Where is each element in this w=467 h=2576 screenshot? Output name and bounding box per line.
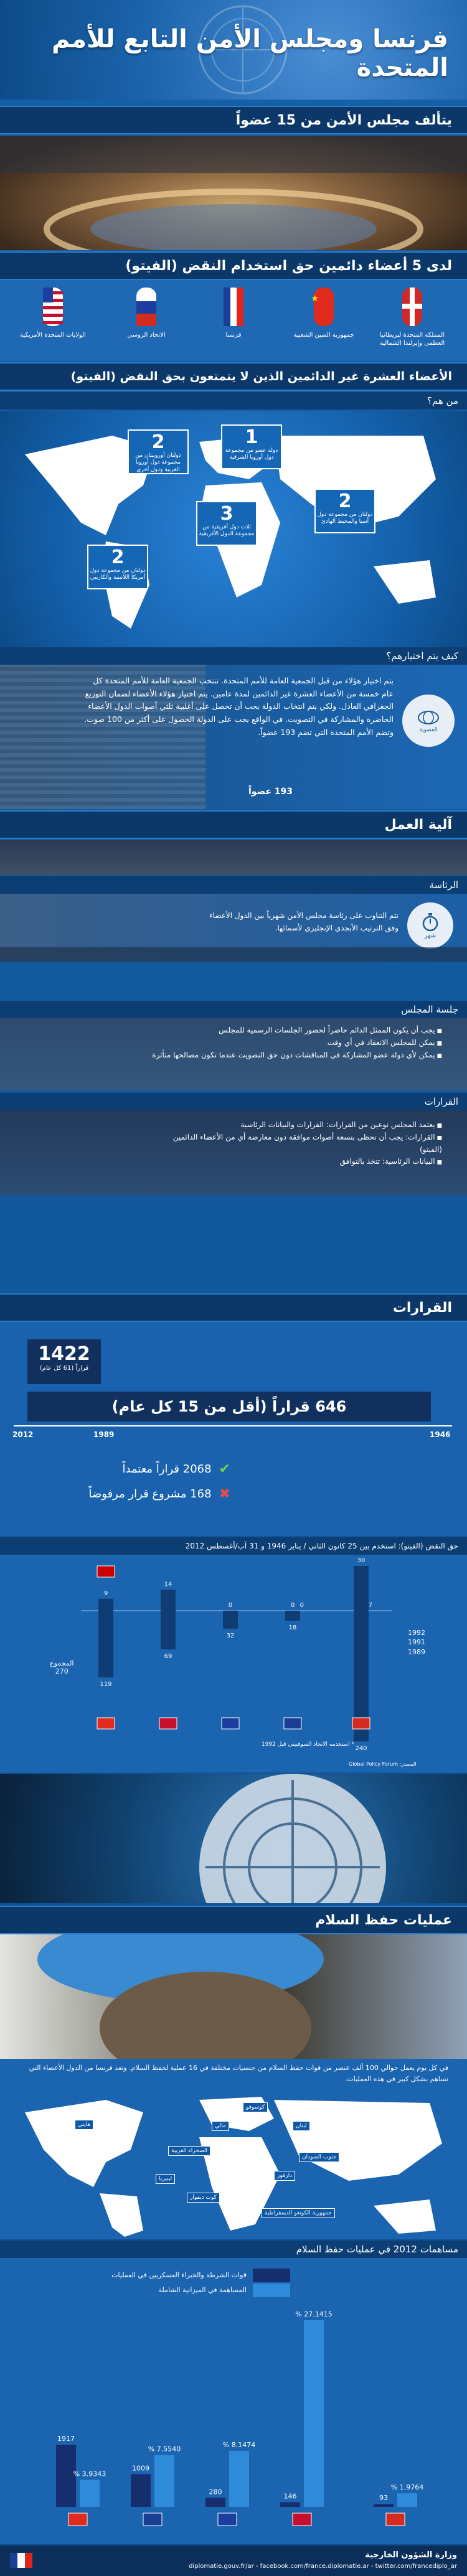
mission-label: جنوب السودان xyxy=(299,2152,339,2162)
veto-label-before: 69 xyxy=(164,1653,172,1660)
list-item xyxy=(156,1131,442,1156)
mission-label: جمهورية الكونغو الديمقراطية xyxy=(262,2208,335,2218)
year-1989-label: 1989 xyxy=(93,1430,115,1439)
section-bar-composition xyxy=(0,106,467,134)
contributions-panel xyxy=(0,2258,467,2544)
subbar-veto xyxy=(0,1537,467,1555)
uk-pawn-icon xyxy=(400,285,425,329)
country-flag-icon xyxy=(352,1718,370,1729)
legend-year: 1989 xyxy=(408,1647,425,1656)
list-item-text: يجب أن يكون الممثل الدائم حاضراً لحضور الجلسات الرسمية للمجلس xyxy=(219,1026,435,1034)
list-item xyxy=(156,1156,442,1168)
veto-label-before: 240 xyxy=(355,1745,367,1752)
session-photo-strip xyxy=(0,947,467,962)
veto-label-after: 0 xyxy=(290,1602,295,1609)
peacekeeping-panel xyxy=(0,2059,467,2239)
list-item-text: البيانات الرئاسية: تتخذ بالتوافق xyxy=(339,1157,435,1166)
subbar-presidency xyxy=(0,876,467,894)
country-flag-icon xyxy=(68,2513,87,2526)
member-label: المملكة المتحدة لبريطانيا العظمى وإيرلندا الشمالية xyxy=(379,332,445,347)
veto-label-after: 9 xyxy=(103,1590,108,1597)
troops-value-label: 1917 xyxy=(57,2435,75,2443)
council-chamber-photo xyxy=(0,136,467,250)
russia-pawn-icon xyxy=(134,285,159,329)
section-bar-peacekeeping xyxy=(0,1906,467,1934)
veto-bar-before xyxy=(98,1611,113,1677)
veto-bar-after xyxy=(161,1590,176,1611)
section-title: يتألف مجلس الأمن من 15 عضواً xyxy=(235,112,452,128)
veto-total-value: 270 xyxy=(55,1667,68,1675)
selection-text: يتم اختيار هؤلاء من قبل الجمعية العامة للأمم المتحدة. تنتخب الجمعية العامة للأمم المتحدة كل عام خمسة من الأعضاء العشرة غير الدائمين لمدة عامين. يتم اختيار هؤلاء الأعضاء لضمان التوزيع الجغرافي العادل. ولكي يتم انتخاب الدولة يجب أن تحصل على أغلبية ثلثي أصوات الدول الأعضاء الحاضرة والمشاركة في التصويت. في الواقع يجب على الدولة الحصول على أكثر من 100 صوت. وتضم الأمم المتحدة التي تضم 193 عضواً. xyxy=(84,676,394,737)
rejected-text: 168 مشروع قرار مرفوضاً xyxy=(88,1487,212,1501)
veto-note: * استخدمه الاتحاد السوفييتي قبل 1992 xyxy=(262,1741,355,1748)
country-flag-icon xyxy=(218,2513,237,2526)
region-text: دولتان من مجموعة دول أمريكا اللاتينية والكاريبي xyxy=(90,568,146,581)
veto-label-after: 0 xyxy=(228,1602,233,1609)
list-item xyxy=(131,1049,442,1062)
section-bar-nonpermanent xyxy=(0,362,467,391)
member-china xyxy=(286,285,361,339)
subsection-title: مساهمات 2012 في عمليات حفظ السلام xyxy=(296,2244,458,2255)
veto-label-mid: 0 xyxy=(300,1602,304,1609)
selection-panel xyxy=(0,665,467,809)
header xyxy=(0,0,467,100)
footer xyxy=(0,2546,467,2576)
un-globe-icon xyxy=(416,708,441,727)
region-count: 3 xyxy=(220,503,234,525)
presidency-text: تتم التناوب على رئاسة مجلس الأمن شهرياً بين الدول الأعضاء وفق الترتيب الأبجدي الإنجليزي لأسمائها. xyxy=(209,911,399,932)
region-count: 2 xyxy=(111,546,125,568)
veto-bar-after xyxy=(354,1566,369,1611)
veto-label-before: 32 xyxy=(226,1632,235,1639)
member-france xyxy=(196,285,271,339)
list-item xyxy=(156,1119,442,1131)
veto-label-mid: 7 xyxy=(368,1602,372,1609)
subsection-title: من هم؟ xyxy=(427,395,458,406)
veto-year-legend xyxy=(408,1628,425,1657)
mission-label: كوسوفو xyxy=(243,2102,268,2112)
subsection-title: الرئاسة xyxy=(429,879,458,891)
legend-year: 1992 xyxy=(408,1629,425,1637)
section-title: عمليات حفظ السلام xyxy=(315,1912,452,1928)
subbar-meetings xyxy=(0,1001,467,1018)
section-title: آلية العمل xyxy=(384,817,452,833)
veto-label-after: 14 xyxy=(164,1581,172,1588)
budget-bar xyxy=(80,2480,100,2507)
mission-label: دارفور xyxy=(274,2171,295,2181)
presidency-panel xyxy=(0,894,467,962)
permanent-members-panel xyxy=(0,280,467,361)
council-session-photo xyxy=(0,840,467,875)
budget-value-label: 1.9764 % xyxy=(390,2483,424,2492)
troops-value-label: 1009 xyxy=(132,2464,149,2473)
resolutions-panel xyxy=(0,1322,467,1536)
troops-value-label: 280 xyxy=(209,2488,222,2496)
resolutions-1989-box xyxy=(27,1339,101,1384)
peacekeeper-photo xyxy=(0,1934,467,2059)
region-box-latin-america xyxy=(87,545,148,589)
region-count: 1 xyxy=(245,426,258,448)
troops-bar xyxy=(280,2502,300,2507)
peacekeeping-text: في كل يوم يعمل حوالي 100 ألف عنصر من قوات حفظ السلام من جنسيات مختلفة في 16 عملية لحفظ السلام. وتعد فرنسا من الدول الأعضاء التي تساهم بشكل كبير في هذه العمليات. xyxy=(29,2064,448,2084)
contributions-chart xyxy=(0,2258,467,2532)
country-flag-icon xyxy=(97,1718,115,1729)
list-item-text: القرارات: يجب أن تحظى بتسعة أصوات موافقة دون معارضة أي من الأعضاء الدائمين (الفيتو) xyxy=(172,1132,442,1154)
section-title: الأعضاء العشرة غير الدائمين الذين لا يتمتعون بحق النقض (الفيتو) xyxy=(70,370,452,383)
veto-total-label xyxy=(50,1659,73,1675)
calendar-badge xyxy=(407,902,453,948)
timeline-axis xyxy=(14,1425,452,1426)
decisions-list xyxy=(156,1119,442,1168)
adopted-row xyxy=(122,1461,230,1477)
region-box-weog xyxy=(128,429,189,474)
budget-bar xyxy=(229,2451,249,2507)
budget-value-label: 7.5540 % xyxy=(148,2445,181,2453)
section-bar-working xyxy=(0,810,467,839)
country-flag-icon xyxy=(293,2513,311,2526)
subbar-who xyxy=(0,392,467,410)
member-russia xyxy=(109,285,184,339)
veto-bar-after xyxy=(98,1599,113,1611)
region-box-eastern-europe xyxy=(221,424,282,469)
mission-label: الصحراء الغربية xyxy=(168,2146,210,2156)
region-count: 2 xyxy=(338,490,352,512)
country-flag-icon xyxy=(284,1718,301,1729)
member-label: فرنسا xyxy=(225,332,242,339)
list-item-text: يمكن لأي دولة عضو المشاركة في المناقشات دون حق التصويت عندما تكون مصالحها متأثرة xyxy=(152,1050,435,1059)
footer-ministry: وزارة الشؤون الخارجية xyxy=(365,2550,457,2560)
member-uk xyxy=(375,285,450,347)
region-text: دولتان أوروبيتان من مجموعة دول أوروبا الغربية ودول أخرى xyxy=(135,452,181,473)
cross-icon: ✖ xyxy=(219,1486,230,1502)
country-flag-icon xyxy=(143,2513,162,2526)
france-flag-icon xyxy=(10,2553,32,2568)
veto-bar-before xyxy=(161,1611,176,1649)
rejected-row xyxy=(89,1486,231,1502)
legend-troops-label: قوات الشرطة والخبراء العسكريين في العمليات xyxy=(111,2271,247,2279)
resolutions-timeline-label: 646 قراراً (أقل من 15 كل عام) xyxy=(111,1398,347,1415)
country-flag-icon xyxy=(386,2513,405,2526)
stopwatch-icon xyxy=(422,912,439,932)
budget-bar xyxy=(397,2493,417,2507)
legend-budget-label: المساهمة في الميزانية الشاملة xyxy=(158,2286,247,2295)
meetings-list xyxy=(131,1024,442,1061)
budget-value-label: 8.1474 % xyxy=(222,2440,256,2449)
mission-label: ليبيريا xyxy=(156,2174,175,2184)
year-2012-label: 2012 xyxy=(12,1430,34,1439)
budget-bar xyxy=(154,2455,174,2507)
veto-total-caption: المجموع xyxy=(50,1659,74,1667)
un-helmet-photo xyxy=(0,1774,467,1903)
region-box-asia-pacific xyxy=(314,489,375,533)
resolutions-1989-sub: قراراً (61 كل عام) xyxy=(39,1365,89,1372)
checkmark-icon: ✔ xyxy=(219,1461,230,1477)
veto-label-before: 119 xyxy=(100,1681,112,1688)
troops-value-label: 146 xyxy=(283,2492,297,2501)
france-pawn-icon xyxy=(221,285,246,329)
world-map-panel xyxy=(0,411,467,647)
member-label: الاتحاد الروسي xyxy=(127,332,166,339)
veto-label-after: 30 xyxy=(357,1557,366,1564)
ussr-flag-icon xyxy=(97,1566,115,1577)
subbar-how xyxy=(0,647,467,665)
troops-bar xyxy=(205,2498,225,2507)
subbar-contributions xyxy=(0,2241,467,2258)
subsection-title: القرارات xyxy=(424,1096,458,1107)
troops-value-label: 93 xyxy=(379,2494,388,2503)
mission-label: كوت ديفوار xyxy=(187,2193,220,2203)
mission-label: هايتي xyxy=(75,2120,93,2130)
china-pawn-icon xyxy=(311,285,336,329)
member-usa xyxy=(12,285,93,339)
peacekeeping-map-icon xyxy=(0,2087,467,2237)
section-title: القرارات xyxy=(392,1300,452,1316)
veto-bar-before xyxy=(285,1611,300,1621)
member-count-label: 193 عضواً xyxy=(248,787,293,797)
list-item-text: يعتمد المجلس نوعين من القرارات: القرارات والبيانات الرئاسية xyxy=(240,1120,435,1129)
region-text: دولة عضو من مجموعة دول أوروبا الشرقية xyxy=(225,447,278,461)
country-flag-icon xyxy=(222,1718,239,1729)
troops-bar xyxy=(131,2474,151,2507)
resolutions-timeline-bar xyxy=(27,1392,431,1421)
list-item xyxy=(131,1024,442,1037)
region-text: دولتان من مجموعة دول آسيا والمحيط الهادئ xyxy=(317,512,373,525)
region-box-africa xyxy=(196,501,257,546)
list-item xyxy=(131,1037,442,1049)
membership-badge xyxy=(402,695,455,747)
member-label: جمهورية الصين الشعبية xyxy=(293,332,354,339)
veto-title: حق النقض (الفيتو): استخدم بين 25 كانون الثاني / يناير 1946 و 31 آب/أغسطس 2012 xyxy=(185,1542,458,1550)
list-item-text: يمكن للمجلس الانعقاد في أي وقت xyxy=(327,1037,435,1047)
meetings-panel xyxy=(0,1018,467,1090)
mission-label: لبنان xyxy=(293,2121,310,2131)
page-title: فرنسا ومجلس الأمن التابع للأمم المتحدة xyxy=(51,25,448,82)
usa-pawn-icon xyxy=(40,285,65,329)
svg-text:★: ★ xyxy=(311,294,319,304)
adopted-text: 2068 قراراً معتمداً xyxy=(122,1463,212,1476)
veto-source: المصدر: Global Policy Forum xyxy=(349,1761,417,1767)
troops-bar xyxy=(374,2504,394,2507)
country-flag-icon xyxy=(159,1718,177,1729)
budget-bar xyxy=(304,2320,324,2507)
budget-value-label: 3.9343 % xyxy=(73,2470,106,2478)
budget-value-label: 27.1415 % xyxy=(295,2310,333,2318)
resolutions-1989-count: 1422 xyxy=(38,1343,90,1365)
veto-bar-before xyxy=(223,1611,238,1629)
year-1946-label: 1946 xyxy=(430,1430,451,1439)
decisions-panel xyxy=(0,1110,467,1195)
footer-links[interactable]: diplomatie.gouv.fr/ar - facebook.com/france.diplomatie.ar - twitter.com/francediplo_ar xyxy=(189,2563,457,2570)
region-count: 2 xyxy=(151,431,165,453)
badge-label: شهر xyxy=(424,932,436,939)
subsection-title: كيف يتم اختيارهم؟ xyxy=(386,650,458,662)
badge-label: العضوية xyxy=(419,727,438,733)
legend-year: 1991 xyxy=(408,1638,425,1647)
mission-label: مالي xyxy=(212,2121,229,2131)
section-title: لدى 5 أعضاء دائمين حق استخدام النقض (الفيتو) xyxy=(125,258,452,274)
subsection-title: جلسة المجلس xyxy=(401,1004,458,1015)
subbar-decisions xyxy=(0,1093,467,1110)
veto-label-before: 18 xyxy=(288,1624,297,1632)
region-text: ثلاث دول أفريقية من مجموعة الدول الأفريقية xyxy=(199,524,255,538)
veto-chart-panel xyxy=(0,1555,467,1773)
member-label: الولايات المتحدة الأمريكية xyxy=(20,332,86,339)
section-bar-resolutions xyxy=(0,1293,467,1322)
section-bar-permanent xyxy=(0,251,467,280)
